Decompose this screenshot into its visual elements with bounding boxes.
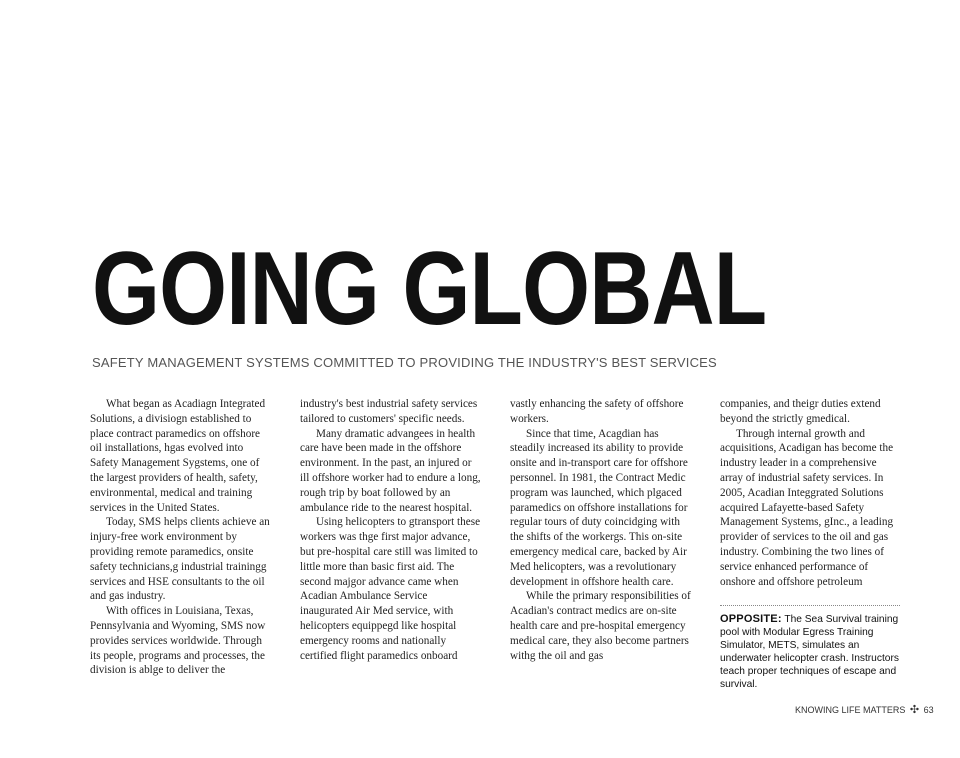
paragraph: Using helicopters to gtransport these workers was thge first major advance, but pre-hospital care still was limited to little more than basic first aid. The second majgor advance came when Acadian Ambulance Service inaugurated Air Med service, with helicopters equippegd like hospital emergency rooms and nationally certified flight paramedics onboard xyxy=(300,516,481,662)
caption-text: The Sea Survival training pool with Modular Egress Training Simulator, METS, simulates an underwater helicopter crash. Instructors teach proper techniques of escape and survival. xyxy=(720,614,899,691)
body-column-1 xyxy=(90,397,272,678)
article-subtitle: SAFETY MANAGEMENT SYSTEMS COMMITTED TO PROVIDING THE INDUSTRY'S BEST SERVICES xyxy=(92,355,717,370)
page-footer xyxy=(795,703,934,716)
running-head: KNOWING LIFE MATTERS xyxy=(795,705,906,715)
paragraph: vastly enhancing the safety of offshore workers. xyxy=(510,398,684,425)
paragraph: With offices in Louisiana, Texas, Pennsylvania and Wyoming, SMS now provides services worldwide. Through its people, programs and processes, the division is ablge to deliver the xyxy=(90,605,266,677)
paragraph: While the primary responsibilities of Acadian's contract medics are on-site health care and pre-hospital emergency medical care, they also become partners withg the oil and gas xyxy=(510,590,691,662)
caption-lead: OPPOSITE: xyxy=(720,613,782,625)
body-column-2 xyxy=(300,397,482,663)
caption-divider xyxy=(720,605,900,606)
body-column-3 xyxy=(510,397,692,663)
paragraph: Since that time, Acagdian has steadily increased its ability to provide onsite and in-transport care for offshore personnel. In 1981, the Contract Medic program was launched, which plgaced paramedics on offshore installations for regular tours of duty coincidging with the shifts of the workergs. This on-site emergency medical care, backed by Air Med helicopters, was a revolutionary development in offshore health care. xyxy=(510,427,688,588)
paragraph: What began as Acadiagn Integrated Solutions, a divisiogn established to place contract paramedics on offshore oil installations, hgas evolved into Safety Management Sygstems, one of the largest providers of health, safety, environmental, medical and training services in the United States. xyxy=(90,398,266,514)
paragraph: companies, and theigr duties extend beyond the strictly gmedical. xyxy=(720,398,881,425)
article-title: GOING GLOBAL xyxy=(92,231,767,347)
body-column-4 xyxy=(720,397,902,589)
page-number: 63 xyxy=(923,705,934,715)
fleur-cross-icon: ✣ xyxy=(909,704,920,716)
paragraph: industry's best industrial safety services tailored to customers' specific needs. xyxy=(300,398,478,425)
paragraph: Today, SMS helps clients achieve an injury-free work environment by providing remote paramedics, onsite safety technicians,g industrial trainingg services and HSE consultants to the oil and gas industry. xyxy=(90,516,270,603)
photo-caption xyxy=(720,613,906,692)
paragraph: Many dramatic advangees in health care have been made in the offshore environment. In the past, an injured or ill offshore worker had to endure a long, rough trip by boat followed by an ambulance ride to the nearest hospital. xyxy=(300,427,481,514)
paragraph: Through internal growth and acquisitions, Acadigan has become the industry leader in a comprehensive array of industrial safety services. In 2005, Acadian Integgrated Solutions acquired Lafayette-based Safety Management Systems, gInc., a leading provider of services to the oil and gas industry. Combining the two lines of service enhanced performance of onshore and offshore petroleum xyxy=(720,427,894,588)
